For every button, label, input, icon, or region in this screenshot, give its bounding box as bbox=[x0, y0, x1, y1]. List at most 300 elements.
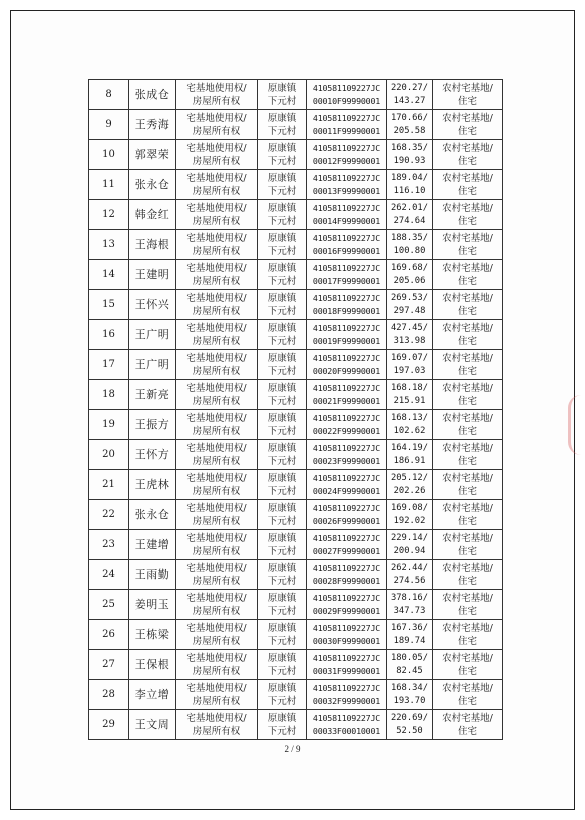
land-use-text: 农村宅基地/ bbox=[442, 202, 493, 214]
seal-stamp-edge bbox=[568, 395, 581, 455]
row-number-cell bbox=[89, 80, 129, 110]
unit-code-cell bbox=[307, 200, 387, 230]
land-use-text: 住宅 bbox=[457, 545, 477, 557]
right-type-cell bbox=[176, 650, 258, 680]
land-use-text: 住宅 bbox=[457, 245, 477, 257]
unit-code-text: 410581109227JC bbox=[312, 232, 381, 243]
right-type-text: 宅基地使用权/ bbox=[186, 442, 247, 454]
right-type-text: 宅基地使用权/ bbox=[186, 622, 247, 634]
unit-code-text: 00028F99990001 bbox=[312, 575, 381, 586]
land-use-text: 农村宅基地/ bbox=[442, 292, 493, 304]
location-cell bbox=[258, 680, 307, 710]
land-use-cell bbox=[433, 140, 503, 170]
unit-code-text: 00013F99990001 bbox=[312, 185, 381, 196]
table-row bbox=[89, 650, 503, 680]
row-number-cell bbox=[89, 320, 129, 350]
unit-code-text: 00033F00010001 bbox=[312, 725, 381, 736]
location-text: 下元村 bbox=[267, 95, 297, 107]
right-type-text: 房屋所有权 bbox=[192, 275, 241, 287]
row-number-cell bbox=[89, 260, 129, 290]
right-type-text: 房屋所有权 bbox=[192, 185, 241, 197]
land-use-cell bbox=[433, 350, 503, 380]
area-text: 169.68/ bbox=[390, 262, 429, 273]
unit-code-text: 00010F99990001 bbox=[312, 95, 381, 106]
area-cell bbox=[387, 170, 433, 200]
unit-code-text: 00031F99990001 bbox=[312, 665, 381, 676]
table-row bbox=[89, 500, 503, 530]
unit-code-text: 00022F99990001 bbox=[312, 425, 381, 436]
right-type-text: 宅基地使用权/ bbox=[186, 382, 247, 394]
row-number-text: 26 bbox=[102, 628, 115, 640]
unit-code-text: 410581109227JC bbox=[312, 352, 381, 363]
row-number-cell bbox=[89, 290, 129, 320]
location-cell bbox=[258, 110, 307, 140]
table-row bbox=[89, 530, 503, 560]
land-use-cell bbox=[433, 500, 503, 530]
right-type-cell bbox=[176, 560, 258, 590]
owner-name-text: 张永仓 bbox=[134, 507, 170, 521]
unit-code-text: 00019F99990001 bbox=[312, 335, 381, 346]
table-row bbox=[89, 140, 503, 170]
right-type-text: 宅基地使用权/ bbox=[186, 112, 247, 124]
row-number-cell bbox=[89, 500, 129, 530]
page-number: 2 / 9 bbox=[284, 744, 301, 754]
row-number-text: 10 bbox=[102, 148, 115, 160]
row-number-text: 18 bbox=[102, 388, 115, 400]
table-row bbox=[89, 110, 503, 140]
land-use-cell bbox=[433, 530, 503, 560]
unit-code-text: 00023F99990001 bbox=[312, 455, 381, 466]
location-cell bbox=[258, 440, 307, 470]
owner-name-text: 李立增 bbox=[134, 687, 170, 701]
land-use-text: 农村宅基地/ bbox=[442, 652, 493, 664]
area-text: 188.35/ bbox=[390, 232, 429, 243]
land-use-text: 住宅 bbox=[457, 395, 477, 407]
location-cell bbox=[258, 500, 307, 530]
land-use-cell bbox=[433, 260, 503, 290]
land-use-text: 住宅 bbox=[457, 725, 477, 737]
right-type-text: 房屋所有权 bbox=[192, 425, 241, 437]
owner-name-text: 王建增 bbox=[134, 537, 170, 551]
owner-name-text: 韩金红 bbox=[134, 207, 170, 221]
unit-code-cell bbox=[307, 440, 387, 470]
right-type-text: 房屋所有权 bbox=[192, 485, 241, 497]
owner-name-text: 王保根 bbox=[134, 657, 170, 671]
area-text: 169.07/ bbox=[390, 352, 429, 363]
row-number-text: 11 bbox=[102, 178, 115, 190]
land-use-text: 农村宅基地/ bbox=[442, 712, 493, 724]
right-type-cell bbox=[176, 230, 258, 260]
owner-name-cell bbox=[129, 650, 176, 680]
land-use-cell bbox=[433, 200, 503, 230]
location-text: 原康镇 bbox=[267, 682, 297, 694]
land-use-text: 住宅 bbox=[457, 155, 477, 167]
area-cell bbox=[387, 650, 433, 680]
row-number-cell bbox=[89, 530, 129, 560]
right-type-cell bbox=[176, 110, 258, 140]
location-text: 原康镇 bbox=[267, 652, 297, 664]
owner-name-cell bbox=[129, 500, 176, 530]
row-number-cell bbox=[89, 470, 129, 500]
right-type-cell bbox=[176, 410, 258, 440]
right-type-text: 宅基地使用权/ bbox=[186, 562, 247, 574]
owner-name-cell bbox=[129, 320, 176, 350]
area-text: 269.53/ bbox=[390, 292, 429, 303]
row-number-text: 19 bbox=[102, 418, 115, 430]
location-text: 下元村 bbox=[267, 635, 297, 647]
unit-code-text: 410581109227JC bbox=[312, 502, 381, 513]
location-text: 原康镇 bbox=[267, 532, 297, 544]
unit-code-text: 410581109227JC bbox=[312, 112, 381, 123]
area-text: 189.04/ bbox=[390, 172, 429, 183]
row-number-text: 20 bbox=[102, 448, 115, 460]
owner-name-cell bbox=[129, 350, 176, 380]
location-text: 原康镇 bbox=[267, 352, 297, 364]
location-text: 下元村 bbox=[267, 365, 297, 377]
table-row bbox=[89, 590, 503, 620]
area-cell bbox=[387, 470, 433, 500]
right-type-cell bbox=[176, 380, 258, 410]
unit-code-text: 410581109227JC bbox=[312, 532, 381, 543]
area-cell bbox=[387, 560, 433, 590]
area-text: 313.98 bbox=[393, 335, 426, 346]
land-use-text: 农村宅基地/ bbox=[442, 592, 493, 604]
area-text: 347.73 bbox=[393, 605, 426, 616]
area-text: 100.80 bbox=[393, 245, 426, 256]
unit-code-text: 00017F99990001 bbox=[312, 275, 381, 286]
land-use-text: 农村宅基地/ bbox=[442, 142, 493, 154]
area-text: 164.19/ bbox=[390, 442, 429, 453]
right-type-text: 宅基地使用权/ bbox=[186, 352, 247, 364]
owner-name-cell bbox=[129, 110, 176, 140]
land-use-text: 住宅 bbox=[457, 635, 477, 647]
unit-code-text: 00030F99990001 bbox=[312, 635, 381, 646]
location-cell bbox=[258, 410, 307, 440]
right-type-cell bbox=[176, 710, 258, 740]
row-number-text: 17 bbox=[102, 358, 115, 370]
land-use-text: 住宅 bbox=[457, 95, 477, 107]
land-use-cell bbox=[433, 380, 503, 410]
area-text: 82.45 bbox=[396, 665, 423, 676]
right-type-cell bbox=[176, 320, 258, 350]
row-number-cell bbox=[89, 710, 129, 740]
unit-code-cell bbox=[307, 410, 387, 440]
land-use-text: 农村宅基地/ bbox=[442, 232, 493, 244]
land-use-text: 住宅 bbox=[457, 275, 477, 287]
registration-table bbox=[88, 79, 503, 740]
location-text: 下元村 bbox=[267, 395, 297, 407]
area-text: 167.36/ bbox=[390, 622, 429, 633]
row-number-text: 8 bbox=[105, 88, 112, 100]
location-text: 下元村 bbox=[267, 725, 297, 737]
area-cell bbox=[387, 710, 433, 740]
row-number-cell bbox=[89, 110, 129, 140]
land-use-text: 农村宅基地/ bbox=[442, 682, 493, 694]
right-type-text: 房屋所有权 bbox=[192, 455, 241, 467]
location-text: 原康镇 bbox=[267, 502, 297, 514]
owner-name-text: 王文周 bbox=[134, 717, 170, 731]
area-cell bbox=[387, 200, 433, 230]
land-use-text: 农村宅基地/ bbox=[442, 172, 493, 184]
unit-code-cell bbox=[307, 650, 387, 680]
location-text: 原康镇 bbox=[267, 322, 297, 334]
location-cell bbox=[258, 710, 307, 740]
location-cell bbox=[258, 620, 307, 650]
location-cell bbox=[258, 140, 307, 170]
location-cell bbox=[258, 80, 307, 110]
right-type-text: 宅基地使用权/ bbox=[186, 292, 247, 304]
land-use-text: 农村宅基地/ bbox=[442, 382, 493, 394]
owner-name-cell bbox=[129, 440, 176, 470]
location-cell bbox=[258, 320, 307, 350]
location-text: 原康镇 bbox=[267, 472, 297, 484]
area-cell bbox=[387, 80, 433, 110]
row-number-text: 29 bbox=[102, 718, 115, 730]
land-use-cell bbox=[433, 650, 503, 680]
area-cell bbox=[387, 680, 433, 710]
right-type-cell bbox=[176, 290, 258, 320]
row-number-text: 24 bbox=[102, 568, 115, 580]
area-text: 143.27 bbox=[393, 95, 426, 106]
right-type-text: 房屋所有权 bbox=[192, 695, 241, 707]
table-row bbox=[89, 470, 503, 500]
area-text: 168.13/ bbox=[390, 412, 429, 423]
right-type-text: 宅基地使用权/ bbox=[186, 172, 247, 184]
location-text: 下元村 bbox=[267, 485, 297, 497]
owner-name-text: 王怀方 bbox=[134, 447, 170, 461]
location-text: 下元村 bbox=[267, 305, 297, 317]
row-number-cell bbox=[89, 410, 129, 440]
location-text: 下元村 bbox=[267, 335, 297, 347]
unit-code-text: 00026F99990001 bbox=[312, 515, 381, 526]
location-text: 下元村 bbox=[267, 245, 297, 257]
right-type-cell bbox=[176, 500, 258, 530]
location-text: 下元村 bbox=[267, 695, 297, 707]
unit-code-cell bbox=[307, 350, 387, 380]
unit-code-text: 00018F99990001 bbox=[312, 305, 381, 316]
location-text: 原康镇 bbox=[267, 412, 297, 424]
unit-code-text: 410581109227JC bbox=[312, 682, 381, 693]
land-use-text: 住宅 bbox=[457, 335, 477, 347]
row-number-text: 23 bbox=[102, 538, 115, 550]
right-type-text: 宅基地使用权/ bbox=[186, 652, 247, 664]
owner-name-text: 王广明 bbox=[134, 327, 170, 341]
land-use-text: 农村宅基地/ bbox=[442, 532, 493, 544]
land-use-text: 住宅 bbox=[457, 455, 477, 467]
land-use-text: 农村宅基地/ bbox=[442, 442, 493, 454]
table-row bbox=[89, 350, 503, 380]
owner-name-cell bbox=[129, 410, 176, 440]
location-text: 下元村 bbox=[267, 575, 297, 587]
area-text: 262.01/ bbox=[390, 202, 429, 213]
location-text: 原康镇 bbox=[267, 292, 297, 304]
area-text: 197.03 bbox=[393, 365, 426, 376]
area-cell bbox=[387, 440, 433, 470]
row-number-text: 15 bbox=[102, 298, 115, 310]
land-use-text: 农村宅基地/ bbox=[442, 82, 493, 94]
right-type-text: 房屋所有权 bbox=[192, 365, 241, 377]
row-number-text: 16 bbox=[102, 328, 115, 340]
land-use-text: 农村宅基地/ bbox=[442, 352, 493, 364]
right-type-text: 房屋所有权 bbox=[192, 725, 241, 737]
right-type-cell bbox=[176, 680, 258, 710]
unit-code-text: 00024F99990001 bbox=[312, 485, 381, 496]
unit-code-cell bbox=[307, 470, 387, 500]
right-type-text: 房屋所有权 bbox=[192, 125, 241, 137]
owner-name-text: 张永仓 bbox=[134, 177, 170, 191]
table-row bbox=[89, 380, 503, 410]
area-cell bbox=[387, 320, 433, 350]
land-use-cell bbox=[433, 410, 503, 440]
land-use-text: 农村宅基地/ bbox=[442, 262, 493, 274]
unit-code-cell bbox=[307, 320, 387, 350]
right-type-text: 宅基地使用权/ bbox=[186, 682, 247, 694]
land-use-cell bbox=[433, 560, 503, 590]
owner-name-text: 王雨勤 bbox=[134, 567, 170, 581]
unit-code-text: 410581109227JC bbox=[312, 142, 381, 153]
unit-code-text: 410581109227JC bbox=[312, 712, 381, 723]
area-text: 202.26 bbox=[393, 485, 426, 496]
table-row bbox=[89, 230, 503, 260]
area-text: 186.91 bbox=[393, 455, 426, 466]
unit-code-text: 410581109227JC bbox=[312, 652, 381, 663]
land-use-text: 住宅 bbox=[457, 365, 477, 377]
unit-code-cell bbox=[307, 620, 387, 650]
area-text: 168.35/ bbox=[390, 142, 429, 153]
location-text: 原康镇 bbox=[267, 172, 297, 184]
row-number-cell bbox=[89, 440, 129, 470]
location-text: 下元村 bbox=[267, 545, 297, 557]
location-text: 原康镇 bbox=[267, 142, 297, 154]
area-text: 205.12/ bbox=[390, 472, 429, 483]
location-text: 下元村 bbox=[267, 515, 297, 527]
location-text: 下元村 bbox=[267, 665, 297, 677]
unit-code-cell bbox=[307, 590, 387, 620]
right-type-text: 房屋所有权 bbox=[192, 155, 241, 167]
right-type-cell bbox=[176, 140, 258, 170]
unit-code-cell bbox=[307, 170, 387, 200]
location-cell bbox=[258, 650, 307, 680]
area-cell bbox=[387, 620, 433, 650]
land-use-text: 农村宅基地/ bbox=[442, 412, 493, 424]
land-use-cell bbox=[433, 80, 503, 110]
row-number-text: 22 bbox=[102, 508, 115, 520]
area-text: 220.27/ bbox=[390, 82, 429, 93]
right-type-cell bbox=[176, 470, 258, 500]
table-row bbox=[89, 710, 503, 740]
location-text: 原康镇 bbox=[267, 442, 297, 454]
location-cell bbox=[258, 380, 307, 410]
land-use-text: 农村宅基地/ bbox=[442, 472, 493, 484]
land-use-cell bbox=[433, 320, 503, 350]
unit-code-text: 410581109227JC bbox=[312, 172, 381, 183]
location-cell bbox=[258, 170, 307, 200]
unit-code-cell bbox=[307, 530, 387, 560]
unit-code-text: 410581109227JC bbox=[312, 322, 381, 333]
area-text: 274.64 bbox=[393, 215, 426, 226]
area-text: 205.06 bbox=[393, 275, 426, 286]
location-text: 下元村 bbox=[267, 185, 297, 197]
unit-code-text: 00027F99990001 bbox=[312, 545, 381, 556]
area-cell bbox=[387, 590, 433, 620]
row-number-cell bbox=[89, 650, 129, 680]
location-text: 下元村 bbox=[267, 275, 297, 287]
registration-table-body bbox=[89, 80, 503, 740]
owner-name-cell bbox=[129, 560, 176, 590]
area-text: 52.50 bbox=[396, 725, 423, 736]
area-text: 229.14/ bbox=[390, 532, 429, 543]
owner-name-cell bbox=[129, 260, 176, 290]
area-text: 427.45/ bbox=[390, 322, 429, 333]
owner-name-text: 王建明 bbox=[134, 267, 170, 281]
owner-name-text: 王怀兴 bbox=[134, 297, 170, 311]
row-number-cell bbox=[89, 560, 129, 590]
land-use-text: 住宅 bbox=[457, 485, 477, 497]
location-text: 原康镇 bbox=[267, 622, 297, 634]
owner-name-cell bbox=[129, 170, 176, 200]
right-type-text: 宅基地使用权/ bbox=[186, 472, 247, 484]
location-text: 原康镇 bbox=[267, 592, 297, 604]
table-row bbox=[89, 260, 503, 290]
land-use-text: 住宅 bbox=[457, 605, 477, 617]
owner-name-text: 王新亮 bbox=[134, 387, 170, 401]
unit-code-cell bbox=[307, 710, 387, 740]
right-type-cell bbox=[176, 440, 258, 470]
row-number-text: 12 bbox=[102, 208, 115, 220]
unit-code-text: 410581109227JC bbox=[312, 592, 381, 603]
right-type-cell bbox=[176, 620, 258, 650]
unit-code-text: 00032F99990001 bbox=[312, 695, 381, 706]
owner-name-cell bbox=[129, 590, 176, 620]
area-text: 274.56 bbox=[393, 575, 426, 586]
area-cell bbox=[387, 290, 433, 320]
area-cell bbox=[387, 350, 433, 380]
unit-code-cell bbox=[307, 80, 387, 110]
area-text: 192.02 bbox=[393, 515, 426, 526]
area-cell bbox=[387, 260, 433, 290]
location-cell bbox=[258, 260, 307, 290]
right-type-cell bbox=[176, 350, 258, 380]
right-type-text: 房屋所有权 bbox=[192, 665, 241, 677]
area-text: 189.74 bbox=[393, 635, 426, 646]
land-use-cell bbox=[433, 230, 503, 260]
land-use-cell bbox=[433, 680, 503, 710]
unit-code-cell bbox=[307, 560, 387, 590]
right-type-text: 房屋所有权 bbox=[192, 305, 241, 317]
land-use-text: 住宅 bbox=[457, 695, 477, 707]
table-row bbox=[89, 200, 503, 230]
land-use-cell bbox=[433, 290, 503, 320]
land-use-cell bbox=[433, 710, 503, 740]
land-use-text: 住宅 bbox=[457, 305, 477, 317]
location-text: 原康镇 bbox=[267, 262, 297, 274]
owner-name-cell bbox=[129, 230, 176, 260]
owner-name-text: 郭翠荣 bbox=[134, 147, 170, 161]
right-type-text: 宅基地使用权/ bbox=[186, 232, 247, 244]
right-type-text: 宅基地使用权/ bbox=[186, 502, 247, 514]
right-type-cell bbox=[176, 590, 258, 620]
location-cell bbox=[258, 590, 307, 620]
area-cell bbox=[387, 500, 433, 530]
unit-code-text: 410581109227JC bbox=[312, 472, 381, 483]
area-text: 116.10 bbox=[393, 185, 426, 196]
row-number-cell bbox=[89, 230, 129, 260]
right-type-cell bbox=[176, 200, 258, 230]
owner-name-text: 王振方 bbox=[134, 417, 170, 431]
table-row bbox=[89, 560, 503, 590]
area-text: 200.94 bbox=[393, 545, 426, 556]
right-type-cell bbox=[176, 80, 258, 110]
